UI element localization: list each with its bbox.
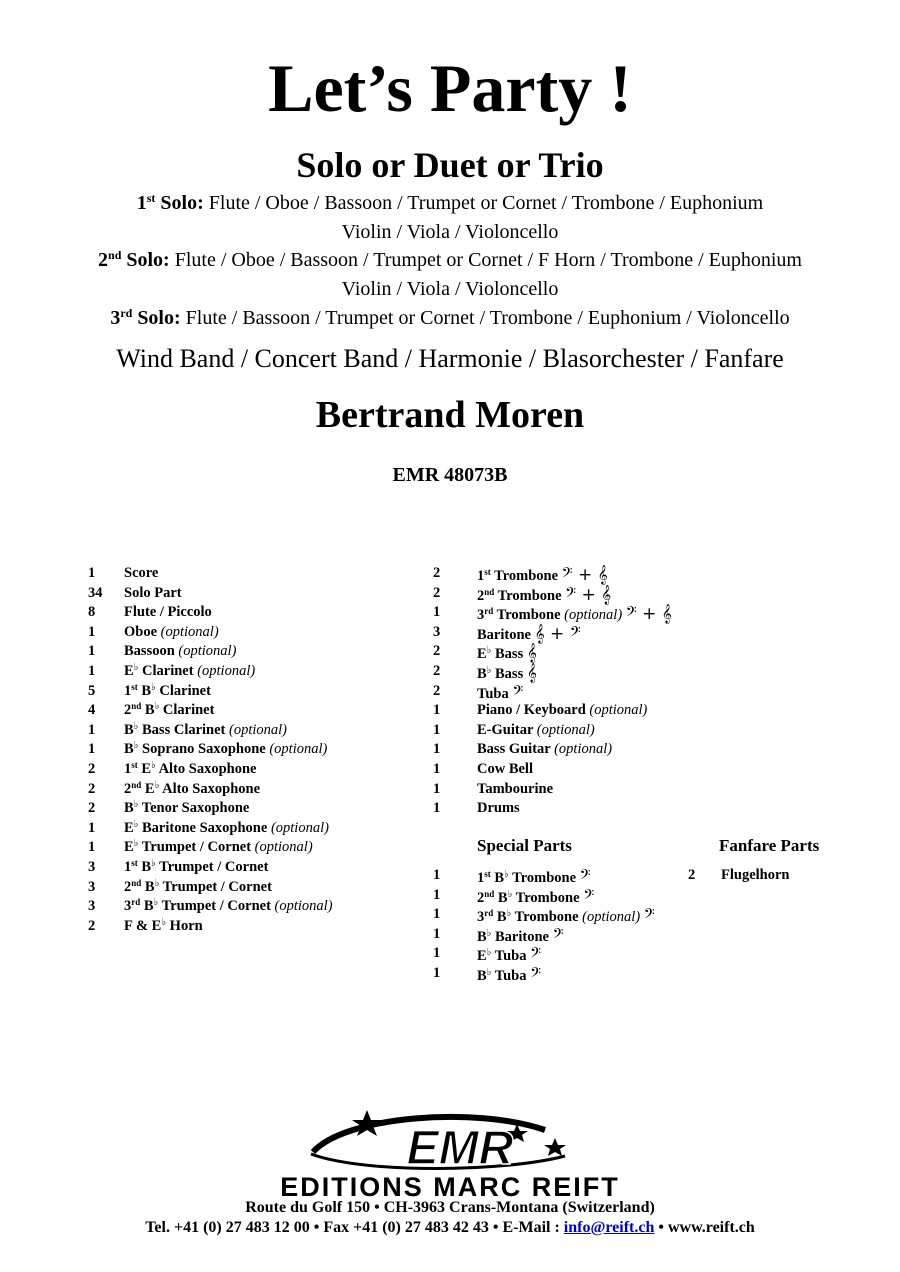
clef-icon: 𝄢 (579, 867, 591, 887)
part-quantity: 3 (88, 878, 96, 895)
part-name: 1st Trombone 𝄢 + 𝄞 (477, 565, 608, 585)
clef-icon: 𝄢 + 𝄞 (565, 584, 612, 605)
part-row (88, 859, 418, 879)
part-name: Flugelhorn (721, 867, 790, 883)
part-quantity: 1 (433, 761, 441, 777)
part-row (433, 741, 713, 761)
solo1-continuation: Violin / Viola / Violoncello (341, 221, 559, 243)
part-name: E♭ Trumpet / Cornet (optional) (124, 838, 313, 856)
part-row (433, 945, 693, 965)
flat-sign: ♭ (504, 869, 509, 880)
part-name: Drums (477, 800, 520, 817)
part-quantity: 1 (88, 663, 96, 679)
part-name: E♭ Baritone Saxophone (optional) (124, 818, 329, 836)
part-name: 2nd Trombone 𝄢 + 𝄞 (477, 584, 612, 605)
part-quantity: 4 (88, 702, 96, 719)
part-name: 2nd B♭ Trombone 𝄢 (477, 886, 595, 907)
part-name: B♭ Bass 𝄞 (477, 663, 537, 683)
flat-sign: ♭ (154, 701, 160, 713)
part-name: 1st B♭ Trombone 𝄢 (477, 867, 591, 887)
part-quantity: 1 (433, 721, 441, 738)
part-name: E-Guitar (optional) (477, 721, 595, 738)
part-quantity: 1 (433, 945, 441, 962)
part-row (433, 663, 713, 683)
catalog-number: EMR 48073B (392, 464, 508, 486)
part-quantity: 2 (433, 565, 441, 581)
part-name: Flute / Piccolo (124, 604, 212, 621)
clef-icon: 𝄢 (552, 925, 564, 946)
part-row (88, 643, 418, 663)
part-name: 1st E♭ Alto Saxophone (124, 760, 257, 777)
flat-sign: ♭ (151, 681, 156, 693)
part-quantity: 1 (433, 741, 441, 758)
composer-name: Bertrand Moren (315, 394, 585, 436)
part-quantity: 1 (88, 741, 96, 758)
part-row (433, 683, 713, 703)
part-quantity: 2 (433, 643, 441, 660)
part-quantity: 2 (88, 917, 96, 934)
part-row (88, 565, 418, 585)
part-quantity: 2 (88, 780, 96, 797)
flat-sign: ♭ (486, 645, 492, 657)
part-quantity: 5 (88, 682, 96, 699)
part-name: E♭ Tuba 𝄢 (477, 945, 542, 966)
part-quantity: 3 (88, 898, 96, 915)
part-quantity: 1 (433, 925, 441, 942)
part-row (433, 761, 713, 781)
part-quantity: 1 (433, 702, 441, 719)
part-row (88, 879, 418, 899)
fanfare-parts-list (688, 867, 848, 891)
part-row (433, 867, 696, 887)
part-name: B♭ Bass Clarinet (optional) (124, 720, 288, 738)
part-name: B♭ Tenor Saxophone (124, 799, 250, 817)
part-quantity: 2 (688, 867, 696, 883)
flat-sign: ♭ (133, 662, 139, 673)
part-row (433, 965, 693, 985)
part-row (433, 585, 713, 605)
clef-icon: 𝄢 (530, 945, 542, 966)
part-name: 3rd B♭ Trombone (optional) 𝄢 (477, 906, 655, 927)
flat-sign: ♭ (486, 927, 492, 939)
part-name: Bassoon (optional) (124, 643, 237, 660)
part-quantity: 2 (88, 761, 96, 777)
logo-star-3 (544, 1138, 566, 1156)
email-link[interactable]: info@reift.ch (563, 1219, 655, 1236)
part-name: Tuba 𝄢 (477, 682, 524, 703)
part-row (88, 741, 418, 761)
part-name: E♭ Bass 𝄞 (477, 643, 537, 664)
part-row (88, 800, 418, 820)
part-name: Piano / Keyboard (optional) (477, 702, 648, 719)
part-quantity: 2 (433, 682, 441, 699)
part-quantity: 1 (433, 780, 441, 797)
flat-sign: ♭ (154, 877, 160, 889)
part-row (88, 683, 418, 703)
clef-icon: 𝄢 (512, 682, 524, 703)
part-quantity: 2 (433, 584, 441, 601)
clef-icon: 𝄢 (530, 965, 542, 985)
flat-sign: ♭ (486, 967, 492, 978)
part-name: F & E♭ Horn (124, 916, 203, 934)
part-row (433, 565, 713, 585)
parts-list-left (88, 565, 418, 945)
flat-sign: ♭ (153, 897, 159, 909)
flat-sign: ♭ (133, 799, 139, 811)
part-quantity: 3 (88, 859, 96, 875)
flat-sign: ♭ (154, 779, 160, 791)
clef-icon: 𝄞 + 𝄢 (534, 623, 581, 644)
clef-icon: 𝄢 (643, 906, 655, 927)
part-quantity: 1 (88, 565, 96, 581)
part-quantity: 1 (433, 604, 441, 621)
page-title: Let’s Party ! (268, 50, 632, 126)
part-quantity: 1 (88, 819, 96, 836)
part-row (88, 918, 418, 938)
part-quantity: 2 (88, 800, 96, 817)
part-name: B♭ Baritone 𝄢 (477, 925, 564, 946)
part-row (88, 663, 418, 683)
part-quantity: 1 (433, 886, 441, 903)
part-row (433, 643, 713, 663)
part-name: Bass Guitar (optional) (477, 741, 613, 758)
part-name: 2nd E♭ Alto Saxophone (124, 779, 261, 797)
part-name: 2nd B♭ Clarinet (124, 701, 215, 719)
part-row (88, 624, 418, 644)
flat-sign: ♭ (507, 888, 513, 900)
solo2-line: 2nd Solo: Flute / Oboe / Bassoon / Trumpet or Cornet / F Horn / Trombone / Euphonium (98, 248, 802, 271)
part-row (433, 800, 713, 820)
part-quantity: 1 (88, 721, 96, 738)
part-name: B♭ Soprano Saxophone (optional) (124, 740, 328, 758)
flat-sign: ♭ (151, 858, 156, 869)
part-row (433, 926, 693, 946)
part-row (433, 887, 693, 907)
clef-icon: 𝄞 (526, 663, 537, 683)
part-row (88, 898, 418, 918)
part-row (88, 781, 418, 801)
part-name: B♭ Tuba 𝄢 (477, 965, 542, 985)
publisher-contact: Tel. +41 (0) 27 483 12 00 • Fax +41 (0) 27 483 42 43 • E-Mail : info@reift.ch • www.reift.ch (145, 1219, 755, 1236)
part-row (88, 604, 418, 624)
part-quantity: 1 (88, 643, 96, 660)
part-name: 2nd B♭ Trumpet / Cornet (124, 877, 272, 895)
part-quantity: 3 (433, 623, 441, 640)
part-quantity: 1 (433, 867, 441, 883)
part-name: 3rd B♭ Trumpet / Cornet (optional) (124, 897, 333, 915)
clef-icon: 𝄞 (526, 643, 537, 664)
part-name: 1st B♭ Trumpet / Cornet (124, 858, 269, 875)
flat-sign: ♭ (133, 740, 139, 752)
part-row (433, 906, 693, 926)
part-name: Cow Bell (477, 761, 533, 777)
part-quantity: 1 (88, 623, 96, 640)
part-row (88, 702, 418, 722)
part-name: 1st B♭ Clarinet (124, 681, 211, 699)
flat-sign: ♭ (161, 916, 167, 928)
part-quantity: 1 (433, 800, 441, 817)
part-row (88, 761, 418, 781)
part-name: Solo Part (124, 584, 182, 601)
part-quantity: 34 (88, 584, 103, 601)
subtitle: Solo or Duet or Trio (296, 145, 604, 185)
part-name: Baritone 𝄞 + 𝄢 (477, 623, 581, 644)
part-row (88, 839, 418, 859)
part-row (88, 722, 418, 742)
flat-sign: ♭ (151, 760, 156, 771)
publisher-name: EDITIONS MARC REIFT (280, 1172, 620, 1202)
part-row (688, 867, 848, 887)
part-quantity: 2 (433, 663, 441, 679)
part-row (433, 624, 713, 644)
part-name: Tambourine (477, 780, 554, 797)
part-quantity: 1 (433, 906, 441, 923)
clef-icon: 𝄢 + 𝄞 (561, 565, 608, 585)
part-name: E♭ Clarinet (optional) (124, 662, 256, 679)
part-row (433, 781, 713, 801)
flat-sign: ♭ (486, 665, 492, 676)
flat-sign: ♭ (133, 818, 139, 830)
publisher-address: Route du Golf 150 • CH-3963 Crans-Montana (Switzerland) (245, 1199, 655, 1216)
part-row (433, 702, 713, 722)
flat-sign: ♭ (486, 947, 492, 959)
solo3-line: 3rd Solo: Flute / Bassoon / Trumpet or Cornet / Trombone / Euphonium / Violoncello (110, 306, 790, 329)
part-row (88, 820, 418, 840)
solo1-line: 1st Solo: Flute / Oboe / Bassoon / Trumpet or Cornet / Trombone / Euphonium (136, 191, 764, 214)
part-name: Score (124, 565, 159, 581)
emr-logo (305, 1108, 605, 1180)
flat-sign: ♭ (506, 908, 512, 920)
part-name: Oboe (optional) (124, 623, 219, 640)
part-quantity: 1 (88, 839, 96, 856)
part-name: 3rd Trombone (optional) 𝄢 + 𝄞 (477, 604, 672, 625)
logo-star-1 (352, 1110, 382, 1136)
part-row (433, 722, 713, 742)
band-types: Wind Band / Concert Band / Harmonie / Blasorchester / Fanfare (116, 344, 784, 373)
special-parts-list (433, 867, 696, 987)
fanfare-parts-heading: Fanfare Parts (719, 836, 820, 855)
special-parts-heading: Special Parts (477, 836, 572, 855)
clef-icon: 𝄢 + 𝄞 (625, 604, 672, 625)
part-row (433, 604, 713, 624)
logo-text: EMR (406, 1122, 514, 1175)
solo2-continuation: Violin / Viola / Violoncello (341, 278, 559, 300)
clef-icon: 𝄢 (583, 886, 595, 907)
flat-sign: ♭ (133, 838, 139, 850)
part-quantity: 8 (88, 604, 96, 621)
part-row (88, 585, 418, 605)
part-quantity: 1 (433, 965, 441, 981)
parts-list-right (433, 565, 713, 825)
flat-sign: ♭ (133, 720, 139, 732)
